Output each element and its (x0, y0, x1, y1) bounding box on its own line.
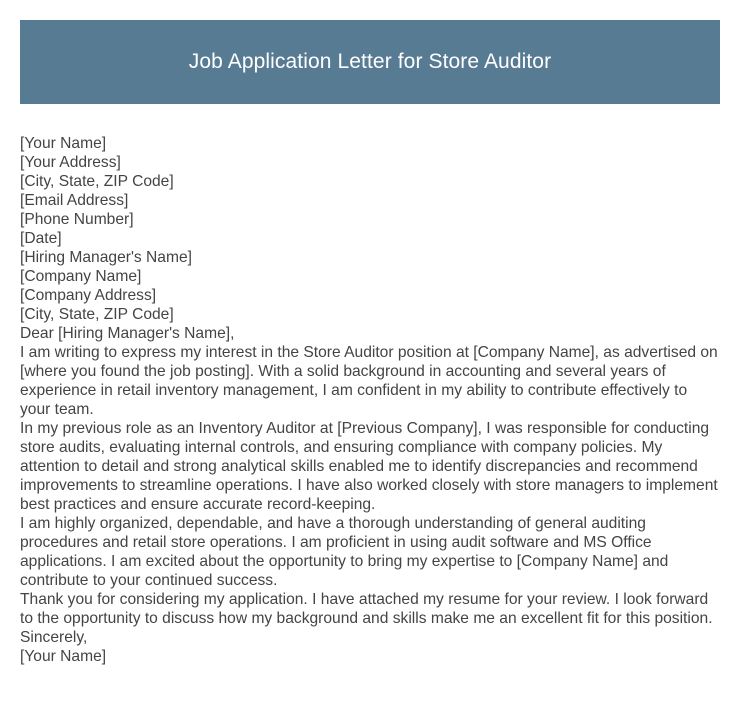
paragraph-experience: In my previous role as an Inventory Auditor at [Previous Company], I was responsible for conducting store audits, evaluating internal controls, and ensuring compliance with company policies. My attention to detail and strong analytical skills enabled me to identify discrepancies and recommend improvements to streamline operations. I have also worked closely with store managers to implement best practices and ensure accurate record-keeping. (20, 420, 718, 513)
recipient-block (20, 248, 720, 324)
sender-name: [Your Name] (20, 135, 107, 152)
sender-block (20, 134, 720, 229)
sender-phone: [Phone Number] (20, 211, 134, 228)
closing: Sincerely, (20, 629, 88, 646)
paragraph-closing: Thank you for considering my application. I have attached my resume for your review. I look forward to the opportunity to discuss how my background and skills make me an excellent fit for this position. (20, 591, 713, 627)
letter-body (20, 134, 720, 666)
sender-address: [Your Address] (20, 154, 121, 171)
salutation: Dear [Hiring Manager's Name], (20, 325, 235, 342)
sender-email: [Email Address] (20, 192, 129, 209)
page-header (20, 20, 720, 104)
letter-date: [Date] (20, 230, 62, 247)
recipient-company-name: [Company Name] (20, 268, 142, 285)
paragraph-skills: I am highly organized, dependable, and have a thorough understanding of general auditing procedures and retail store operations. I am proficient in using audit software and MS Office applications. I am excited about the opportunity to bring my expertise to [Company Name] and contribute to your continued success. (20, 515, 669, 589)
recipient-city-state-zip: [City, State, ZIP Code] (20, 306, 174, 323)
sender-city-state-zip: [City, State, ZIP Code] (20, 173, 174, 190)
paragraph-intro: I am writing to express my interest in the Store Auditor position at [Company Name], as advertised on [where you found the job posting]. With a solid background in accounting and several years of experience in retail inventory management, I am confident in my ability to contribute effectively to your team. (20, 344, 718, 418)
signature: [Your Name] (20, 648, 107, 665)
recipient-company-address: [Company Address] (20, 287, 157, 304)
recipient-hiring-manager: [Hiring Manager's Name] (20, 249, 192, 266)
page-title: Job Application Letter for Store Auditor (188, 50, 552, 73)
